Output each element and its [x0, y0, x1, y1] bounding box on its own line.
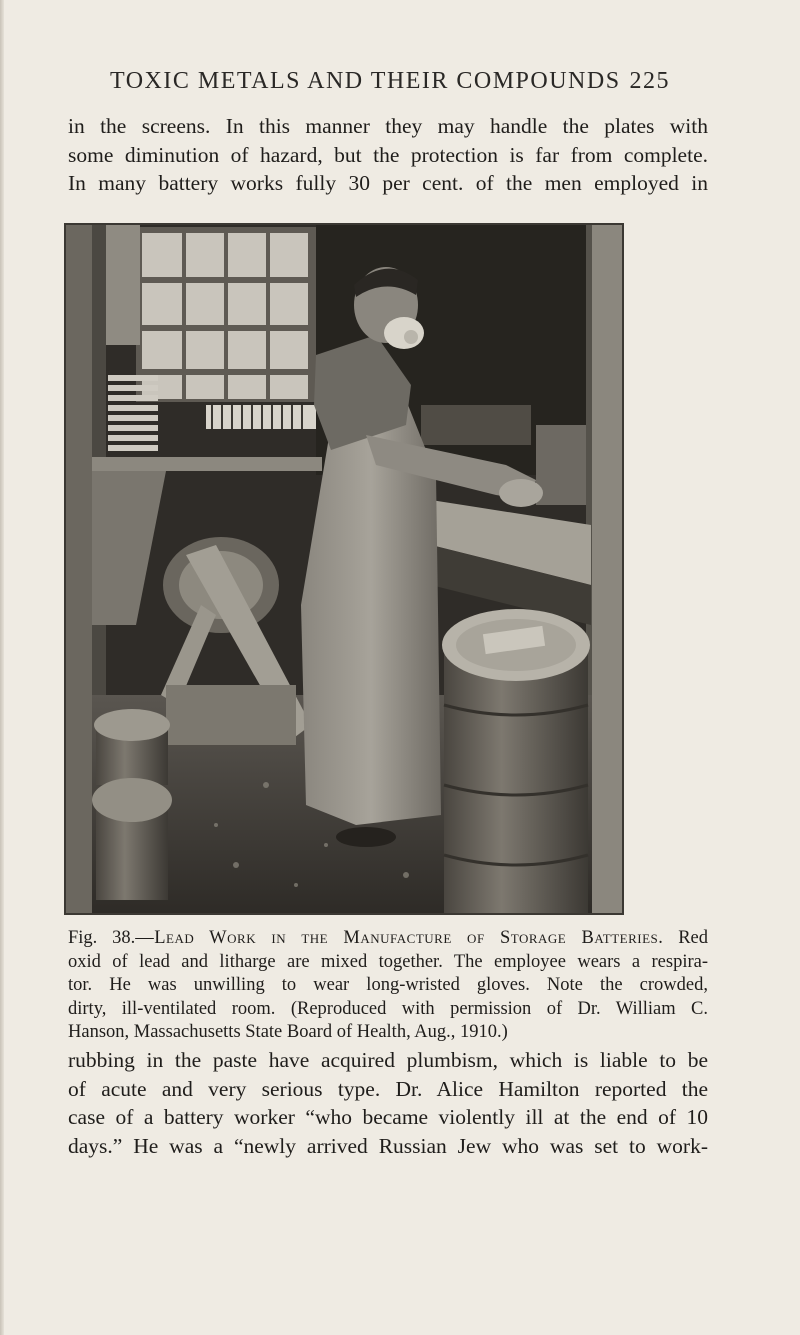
page-number: 225 — [629, 68, 670, 94]
body-text-top — [68, 112, 708, 198]
figure-caption — [68, 927, 708, 1045]
photo-lead-worker-illustration — [66, 225, 622, 913]
window — [136, 227, 316, 429]
caption-line: tor. He was unwilling to wear long-wristed gloves. Note the crowded, — [68, 975, 708, 995]
caption-line: oxid of lead and litharge are mixed together. The employee wears a respira- — [68, 951, 708, 972]
text-line: days.” He was a “newly arrived Russian Jew who was set to work- — [68, 1133, 708, 1158]
barrel-right — [442, 609, 590, 913]
running-head — [110, 68, 670, 95]
caption-line — [68, 927, 708, 951]
text-line: some diminution of hazard, but the protection is far from complete. — [68, 142, 708, 167]
paragraph-top — [68, 112, 708, 198]
caption-first-word: Red — [678, 928, 708, 948]
body-text-bottom — [68, 1046, 708, 1160]
text-line: rubbing in the paste have acquired plumbism, which is liable to be — [68, 1048, 708, 1072]
caption-label: Fig. 38. — [68, 928, 136, 948]
figure-photograph — [64, 223, 624, 915]
running-head-title: TOXIC METALS AND THEIR COMPOUNDS — [110, 68, 621, 94]
paragraph-bottom — [68, 1046, 708, 1160]
caption-line: Hanson, Massachusetts State Board of Health, Aug., 1910.) — [68, 1022, 508, 1042]
caption-title: —Lead Work in the Manufacture of Storage Batteries. — [135, 928, 664, 948]
caption-line: dirty, ill-ventilated room. (Reproduced with permission of Dr. William C. — [68, 998, 708, 1019]
text-line: of acute and very serious type. Dr. Alice Hamilton reported the — [68, 1076, 708, 1101]
text-line: case of a battery worker “who became violently ill at the end of 10 — [68, 1105, 708, 1130]
text-line: In many battery works fully 30 per cent. of the men employed in — [68, 171, 708, 196]
barrels-left — [92, 709, 172, 900]
page-binding-edge — [0, 0, 4, 1335]
text-line: in the screens. In this manner they may handle the plates with — [68, 114, 708, 138]
